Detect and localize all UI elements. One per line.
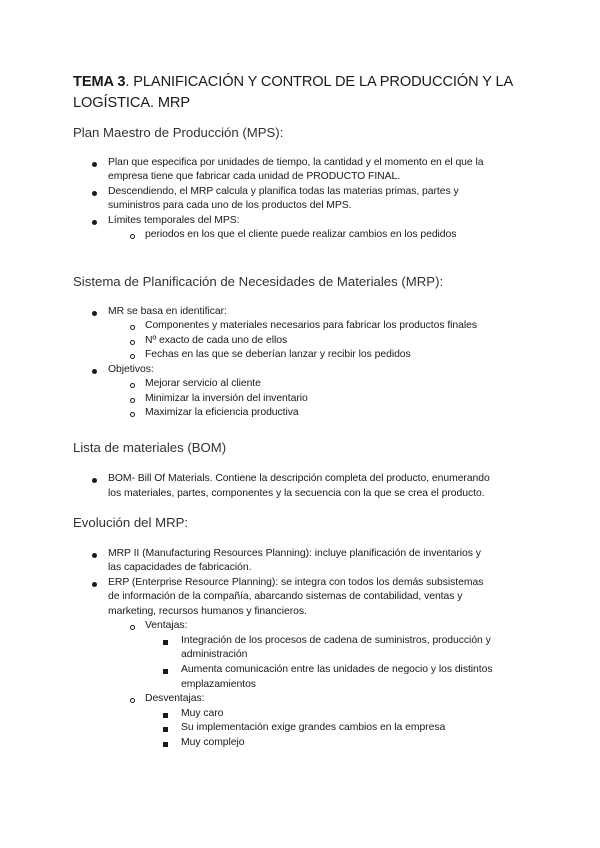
mps-bullet-3: Límites temporales del MPS:	[108, 215, 240, 226]
mrp-bullet-2-sub-3: Maximizar la eficiencia productiva	[145, 407, 299, 418]
heading-bom: Lista de materiales (BOM)	[73, 440, 227, 455]
bullet-square	[163, 669, 168, 674]
bom-bullet-1-line-2: los materiales, partes, componentes y la secuencia con la que se crea el producto.	[108, 488, 485, 499]
mrp-bullet-1-sub-1: Componentes y materiales necesarios para fabricar los productos finales	[145, 320, 478, 331]
evo-bullet-1-line-1: MRP II (Manufacturing Resources Planning): incluye planificación de inventarios y	[108, 548, 481, 559]
heading-mps: Plan Maestro de Producción (MPS):	[73, 125, 284, 140]
bullet-square	[163, 727, 168, 732]
mrp-bullet-1-sub-3: Fechas en las que se deberían lanzar y recibir los pedidos	[145, 349, 411, 360]
bullet-circle	[130, 234, 135, 239]
bullet-dot	[92, 478, 97, 483]
ventaja-1-line-1: Integración de los procesos de cadena de suministros, producción y	[181, 635, 491, 646]
title-bold: TEMA 3	[73, 74, 126, 90]
bullet-dot	[92, 162, 97, 167]
bullet-circle	[130, 354, 135, 359]
bullet-dot	[92, 553, 97, 558]
bullet-dot	[92, 311, 97, 316]
page-title	[73, 72, 543, 114]
bom-bullet-1-line-1: BOM- Bill Of Materials. Contiene la descripción completa del producto, enumerando	[108, 473, 490, 484]
title-rest: . PLANIFICACIÓN Y CONTROL DE LA PRODUCCIÓN Y LA	[125, 74, 514, 90]
bullet-circle	[130, 325, 135, 330]
mrp-bullet-2: Objetivos:	[108, 364, 154, 375]
heading-mrp: Sistema de Planificación de Necesidades de Materiales (MRP):	[73, 274, 444, 289]
bullet-square	[163, 640, 168, 645]
mps-bullet-2-line-1: Descendiendo, el MRP calcula y planifica todas las materias primas, partes y	[108, 186, 459, 197]
bullet-circle	[130, 412, 135, 417]
bullet-circle	[130, 625, 135, 630]
mps-bullet-3-sub-1: periodos en los que el cliente puede realizar cambios en los pedidos	[145, 229, 457, 240]
title-line2: LOGÍSTICA. MRP	[73, 95, 190, 111]
mps-bullet-1-line-2: empresa tiene que fabricar cada unidad de PRODUCTO FINAL.	[108, 171, 401, 182]
desventaja-3: Muy complejo	[181, 737, 245, 748]
mrp-bullet-2-sub-1: Mejorar servicio al cliente	[145, 378, 261, 389]
ventaja-2-line-1: Aumenta comunicación entre las unidades de negocio y los distintos	[181, 664, 493, 675]
mps-bullet-2-line-2: suministros para cada uno de los productos del MPS.	[108, 200, 352, 211]
bullet-circle	[130, 398, 135, 403]
ventajas-label: Ventajas:	[145, 620, 188, 631]
bullet-square	[163, 742, 168, 747]
bullet-dot	[92, 582, 97, 587]
bullet-square	[163, 713, 168, 718]
ventaja-2-line-2: emplazamientos	[181, 679, 256, 690]
desventajas-label: Desventajas:	[145, 693, 205, 704]
ventaja-1-line-2: administración	[181, 649, 248, 660]
heading-evolucion: Evolución del MRP:	[73, 515, 189, 530]
evo-bullet-2-line-1: ERP (Enterprise Resource Planning): se integra con todos los demás subsistemas	[108, 577, 484, 588]
bullet-circle	[130, 698, 135, 703]
bullet-dot	[92, 191, 97, 196]
mps-bullet-1-line-1: Plan que especifica por unidades de tiempo, la cantidad y el momento en el que la	[108, 157, 484, 168]
evo-bullet-1-line-2: las capacidades de fabricación.	[108, 562, 252, 573]
mrp-bullet-1-sub-2: Nº exacto de cada uno de ellos	[145, 335, 288, 346]
bullet-dot	[92, 369, 97, 374]
desventaja-1: Muy caro	[181, 708, 224, 719]
desventaja-2: Su implementación exige grandes cambios en la empresa	[181, 722, 446, 733]
bullet-dot	[92, 220, 97, 225]
bullet-circle	[130, 383, 135, 388]
evo-bullet-2-line-2: de información de la compañía, abarcando sistemas de contabilidad, ventas y	[108, 591, 463, 602]
mrp-bullet-2-sub-2: Minimizar la inversión del inventario	[145, 393, 308, 404]
evo-bullet-2-line-3: marketing, recursos humanos y financieros.	[108, 606, 307, 617]
mrp-bullet-1: MR se basa en identificar:	[108, 306, 227, 317]
bullet-circle	[130, 340, 135, 345]
